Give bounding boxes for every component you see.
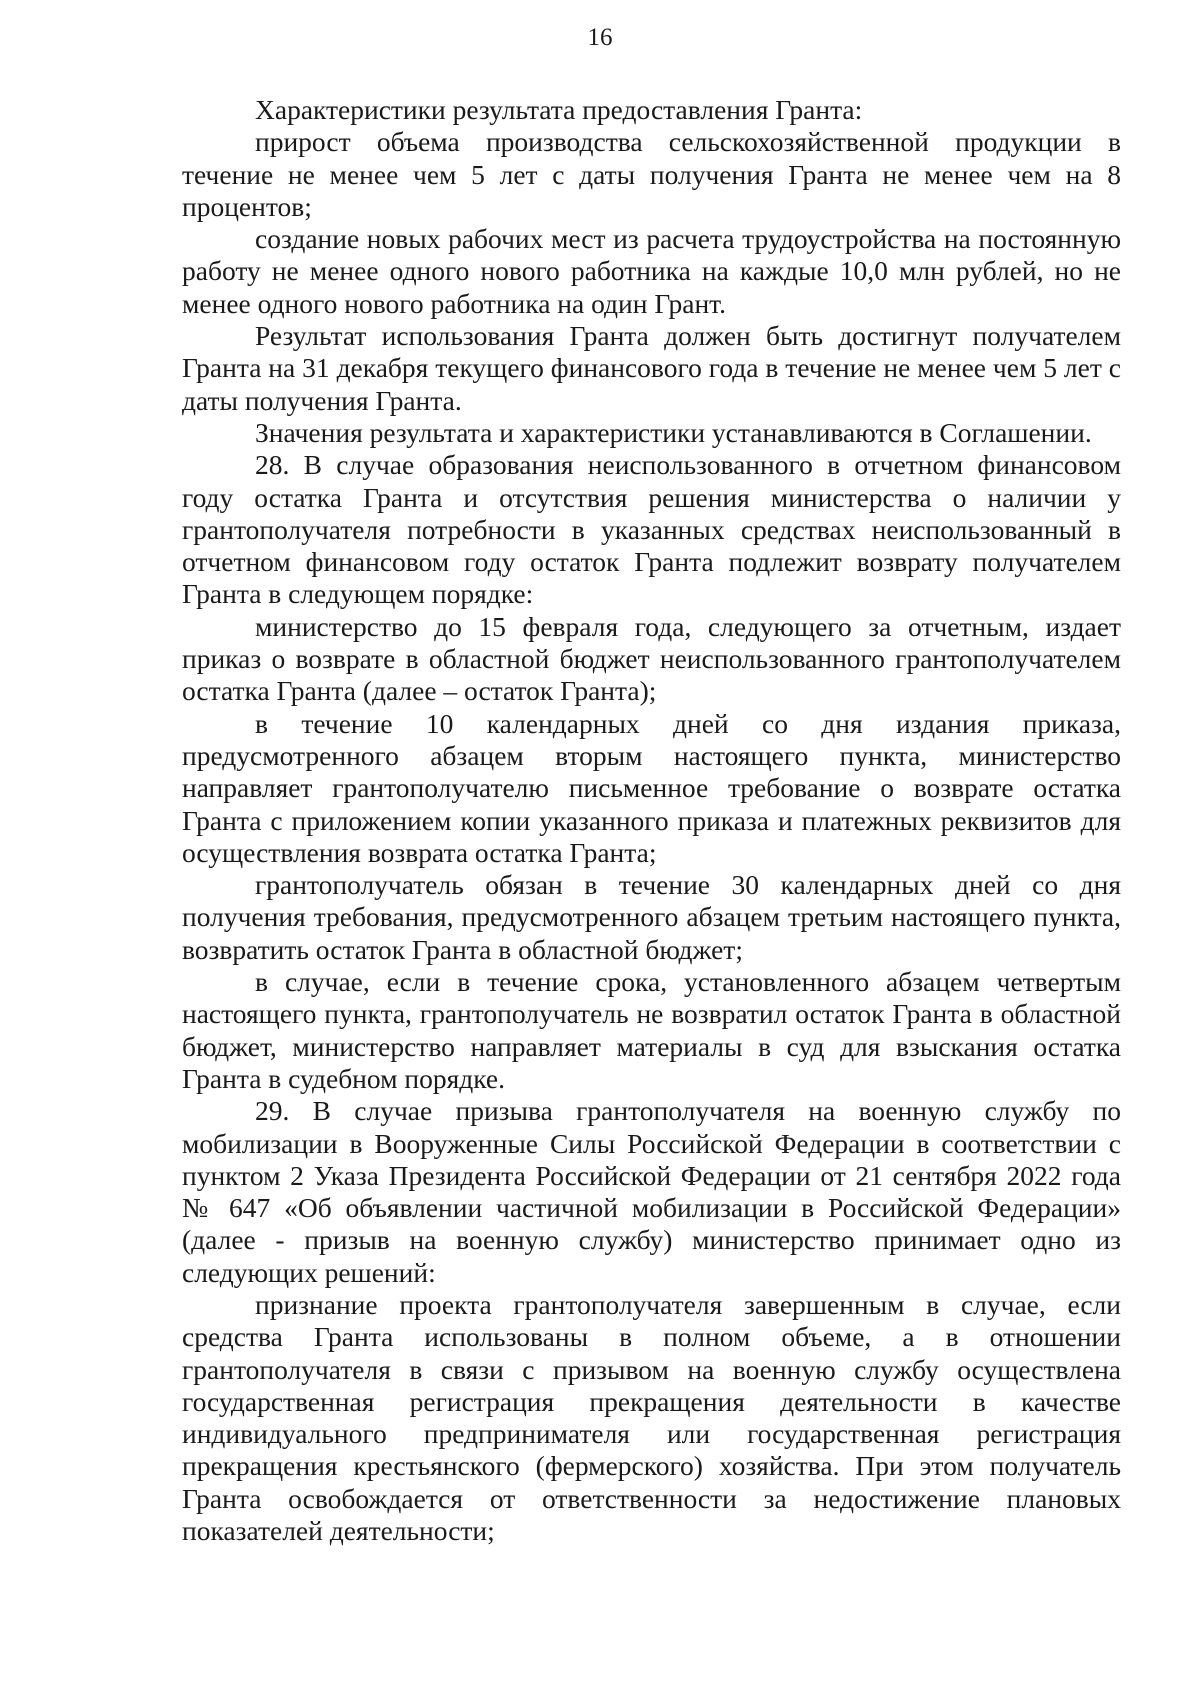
paragraph-result-characteristics-heading: Характеристики результата предоставления Гранта: [255, 94, 863, 125]
document-body [182, 94, 1121, 1547]
paragraph-project-completion: признание проекта грантополучателя завершенным в случае, если средства Гранта использованы в полном объеме, а в отношении грантополучателя в связи с призывом на военную службу осуществлена государственная регистрация прекращения деятельности в качестве индивидуального предпринимателя или государственная регистрация прекращения крестьянского (фермерского) хозяйства. При этом получатель Гранта освобождается от ответственности за недостижение плановых показателей деятельности; [182, 1288, 1121, 1547]
paragraph-new-jobs: создание новых рабочих мест из расчета трудоустройства на постоянную работу не менее одного нового работника на каждые 10,0 млн рублей, но не менее одного нового работника на один Грант. [182, 223, 1121, 319]
paragraph-values-in-agreement: Значения результата и характеристики устанавливаются в Соглашении. [255, 416, 1092, 448]
paragraph-ministry-order: министерство до 15 февраля года, следующего за отчетным, издает приказ о возврате в областной бюджет неиспользованного грантополучателем остатка Гранта (далее – остаток Гранта); [182, 610, 1121, 707]
paragraph-clause-28: 28. В случае образования неиспользованного в отчетном финансовом году остатка Гранта и отсутствия решения министерства о наличии у грантополучателя потребности в указанных средствах неиспользованный в отчетном финансовом году остаток Гранта подлежит возврату получателем Гранта в следующем порядке: [182, 449, 1121, 610]
paragraph-court-recovery: в случае, если в течение срока, установленного абзацем четвертым настоящего пункта, грантополучатель не возвратил остаток Гранта в областной бюджет, министерство направляет материалы в суд для взыскания остатка Гранта в судебном порядке. [182, 966, 1121, 1094]
paragraph-production-growth: прирост объема производства сельскохозяйственной продукции в течение не менее чем 5 лет с даты получения Гранта не менее чем на 8 процентов; [182, 126, 1121, 222]
paragraph-recipient-obligation: грантополучатель обязан в течение 30 календарных дней со дня получения требования, предусмотренного абзацем третьим настоящего пункта, возвратить остаток Гранта в областной бюджет; [182, 869, 1121, 965]
paragraph-clause-29: 29. В случае призыва грантополучателя на военную службу по мобилизации в Вооруженные Силы Российской Федерации в соответствии с пунктом 2 Указа Президента Российской Федерации от 21 сентября 2022 года № 647 «Об объявлении частичной мобилизации в Российской Федерации» (далее - призыв на военную службу) министерство принимает одно из следующих решений: [182, 1095, 1121, 1288]
paragraph-result-deadline: Результат использования Гранта должен быть достигнут получателем Гранта на 31 декабря текущего финансового года в течение не менее чем 5 лет с даты получения Гранта. [182, 320, 1121, 416]
paragraph-return-demand: в течение 10 календарных дней со дня издания приказа, предусмотренного абзацем вторым настоящего пункта, министерство направляет грантополучателю письменное требование о возврате остатка Гранта с приложением копии указанного приказа и платежных реквизитов для осуществления возврата остатка Гранта; [182, 707, 1121, 868]
page-number: 16 [587, 24, 613, 51]
